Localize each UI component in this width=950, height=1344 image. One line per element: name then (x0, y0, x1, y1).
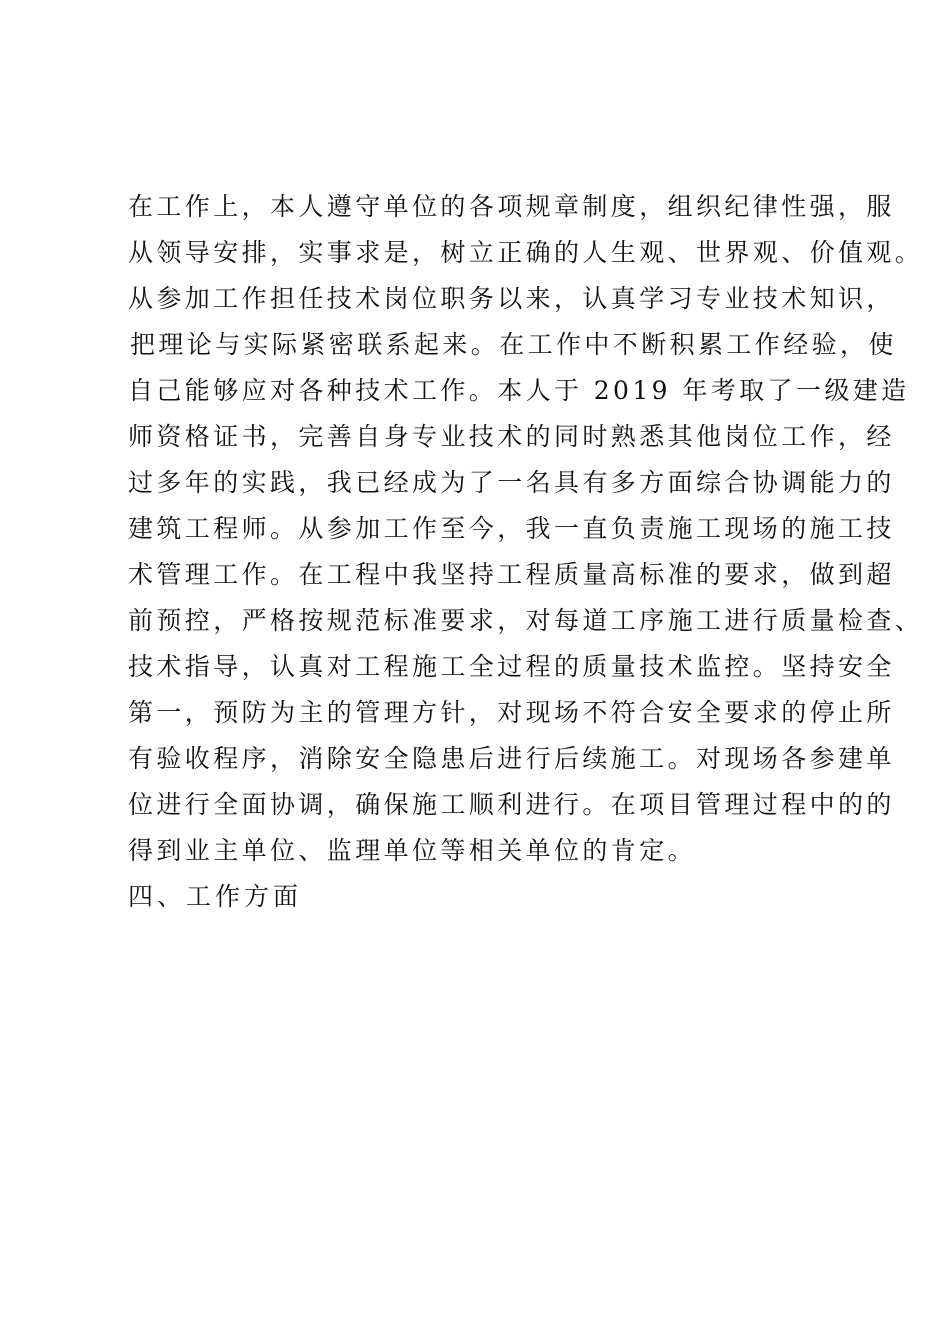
text-line: 得到业主单位、监理单位等相关单位的肯定。 (128, 836, 697, 865)
text-line: 建筑工程师。从参加工作至今，我一直负责施工现场的施工技 (128, 514, 895, 543)
body-text (128, 184, 924, 920)
text-line: 术管理工作。在工程中我坚持工程质量高标准的要求，做到超 (128, 560, 895, 589)
text-line: 在工作上，本人遵守单位的各项规章制度，组织纪律性强，服 (128, 192, 895, 221)
section-heading: 四、工作方面 (128, 882, 303, 911)
text-line: 把理论与实际紧密联系起来。在工作中不断积累工作经验，使 (130, 330, 897, 359)
text-line: 技术指导，认真对工程施工全过程的质量技术监控。坚持安全 (128, 652, 895, 681)
text-line: 位进行全面协调，确保施工顺利进行。在项目管理过程中的的 (128, 790, 895, 819)
text-line: 第一，预防为主的管理方针，对现场不符合安全要求的停止所 (128, 698, 895, 727)
text-line: 前预控，严格按规范标准要求，对每道工序施工进行质量检查、 (128, 606, 924, 635)
text-line: 从领导安排，实事求是，树立正确的人生观、世界观、价值观。 (128, 238, 924, 267)
text-line: 师资格证书，完善自身专业技术的同时熟悉其他岗位工作，经 (128, 422, 895, 451)
text-line: 有验收程序，消除安全隐患后进行后续施工。对现场各参建单 (128, 744, 895, 773)
text-line: 自己能够应对各种技术工作。本人于 2019 年考取了一级建造 (128, 376, 910, 405)
text-line: 从参加工作担任技术岗位职务以来，认真学习专业技术知识， (128, 284, 895, 313)
text-line: 过多年的实践，我已经成为了一名具有多方面综合协调能力的 (128, 468, 895, 497)
